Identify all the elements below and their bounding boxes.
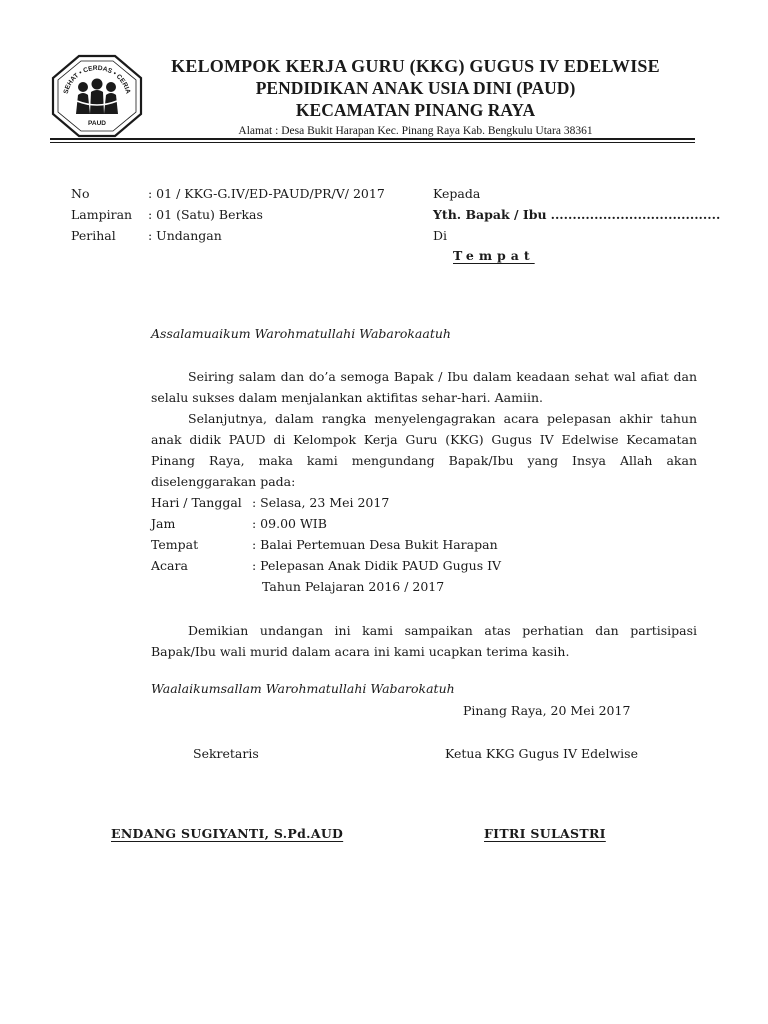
detail-value-event-cont: Tahun Pelajaran 2016 / 2017 <box>262 579 445 594</box>
paud-logo <box>51 54 143 138</box>
paragraph-2: Selanjutnya, dalam rangka menyelengagrakan acara pelepasan akhir tahun anak didik PAUD di Kelompok Kerja Guru (KKG) Gugus IV Edelwise Kecamatan Pinang Raya, maka kami mengundang Bapak/Ibu yang Insya Allah akan diselenggarakan pada: <box>151 411 697 489</box>
letterhead-address: Alamat : Desa Bukit Harapan Kec. Pinang Raya Kab. Bengkulu Utara 38361 <box>238 125 593 137</box>
logo-paud-text: PAUD <box>88 120 106 127</box>
paragraph-3: Demikian undangan ini kami sampaikan atas perhatian dan partisipasi Bapak/Ibu wali murid dalam acara ini kami ucapkan terima kasih. <box>151 623 697 659</box>
place-date: Pinang Raya, 20 Mei 2017 <box>463 703 631 718</box>
letterhead <box>138 55 693 138</box>
recipient-yth-label: Yth. Bapak / Ibu <box>433 207 547 222</box>
greeting: Assalamuaikum Warohmatullahi Wabarokaatuh <box>151 326 451 341</box>
lampiran-label: Lampiran <box>71 207 133 222</box>
recipient-kepada: Kepada <box>433 186 481 201</box>
logo-motto: SEHAT • CERDAS • CERIA <box>62 64 132 95</box>
no-value: : 01 / KKG-G.IV/ED-PAUD/PR/V/ 2017 <box>148 186 385 201</box>
signature-left-title: Sekretaris <box>193 746 259 761</box>
recipient-yth <box>433 207 720 222</box>
recipient-tempat: Tempat <box>453 248 535 263</box>
perihal-label: Perihal <box>71 228 116 243</box>
letterhead-rule-thin <box>50 142 695 143</box>
detail-label-place: Tempat <box>151 537 199 552</box>
detail-value-date: : Selasa, 23 Mei 2017 <box>252 495 390 510</box>
signature-right-name: FITRI SULASTRI <box>484 826 606 841</box>
detail-value-event: : Pelepasan Anak Didik PAUD Gugus IV <box>252 558 502 573</box>
letterhead-rule-thick <box>50 138 695 140</box>
no-label: No <box>71 186 90 201</box>
detail-label-time: Jam <box>151 516 176 531</box>
letterhead-org-name: KELOMPOK KERJA GURU (KKG) GUGUS IV EDELWISE <box>171 56 660 76</box>
signature-right-title: Ketua KKG Gugus IV Edelwise <box>445 746 638 761</box>
letterhead-district: KECAMATAN PINANG RAYA <box>295 100 536 120</box>
recipient-yth-dots: ....................................... <box>550 207 721 222</box>
detail-label-date: Hari / Tanggal <box>151 495 242 510</box>
closing-greeting: Waalaikumsallam Warohmatullahi Wabarokatuh <box>151 681 455 696</box>
detail-label-event: Acara <box>151 558 188 573</box>
recipient-di: Di <box>433 228 448 243</box>
letterhead-division: PENDIDIKAN ANAK USIA DINI (PAUD) <box>255 78 576 98</box>
lampiran-value: : 01 (Satu) Berkas <box>148 207 263 222</box>
detail-value-time: : 09.00 WIB <box>252 516 327 531</box>
paragraph-1: Seiring salam dan do’a semoga Bapak / Ibu dalam keadaan sehat wal afiat dan selalu sukses dalam menjalankan aktifitas sehar-hari. Aamiin. <box>151 369 697 405</box>
perihal-value: : Undangan <box>148 228 222 243</box>
signature-left-name: ENDANG SUGIYANTI, S.Pd.AUD <box>111 826 344 841</box>
detail-value-place: : Balai Pertemuan Desa Bukit Harapan <box>252 537 498 552</box>
